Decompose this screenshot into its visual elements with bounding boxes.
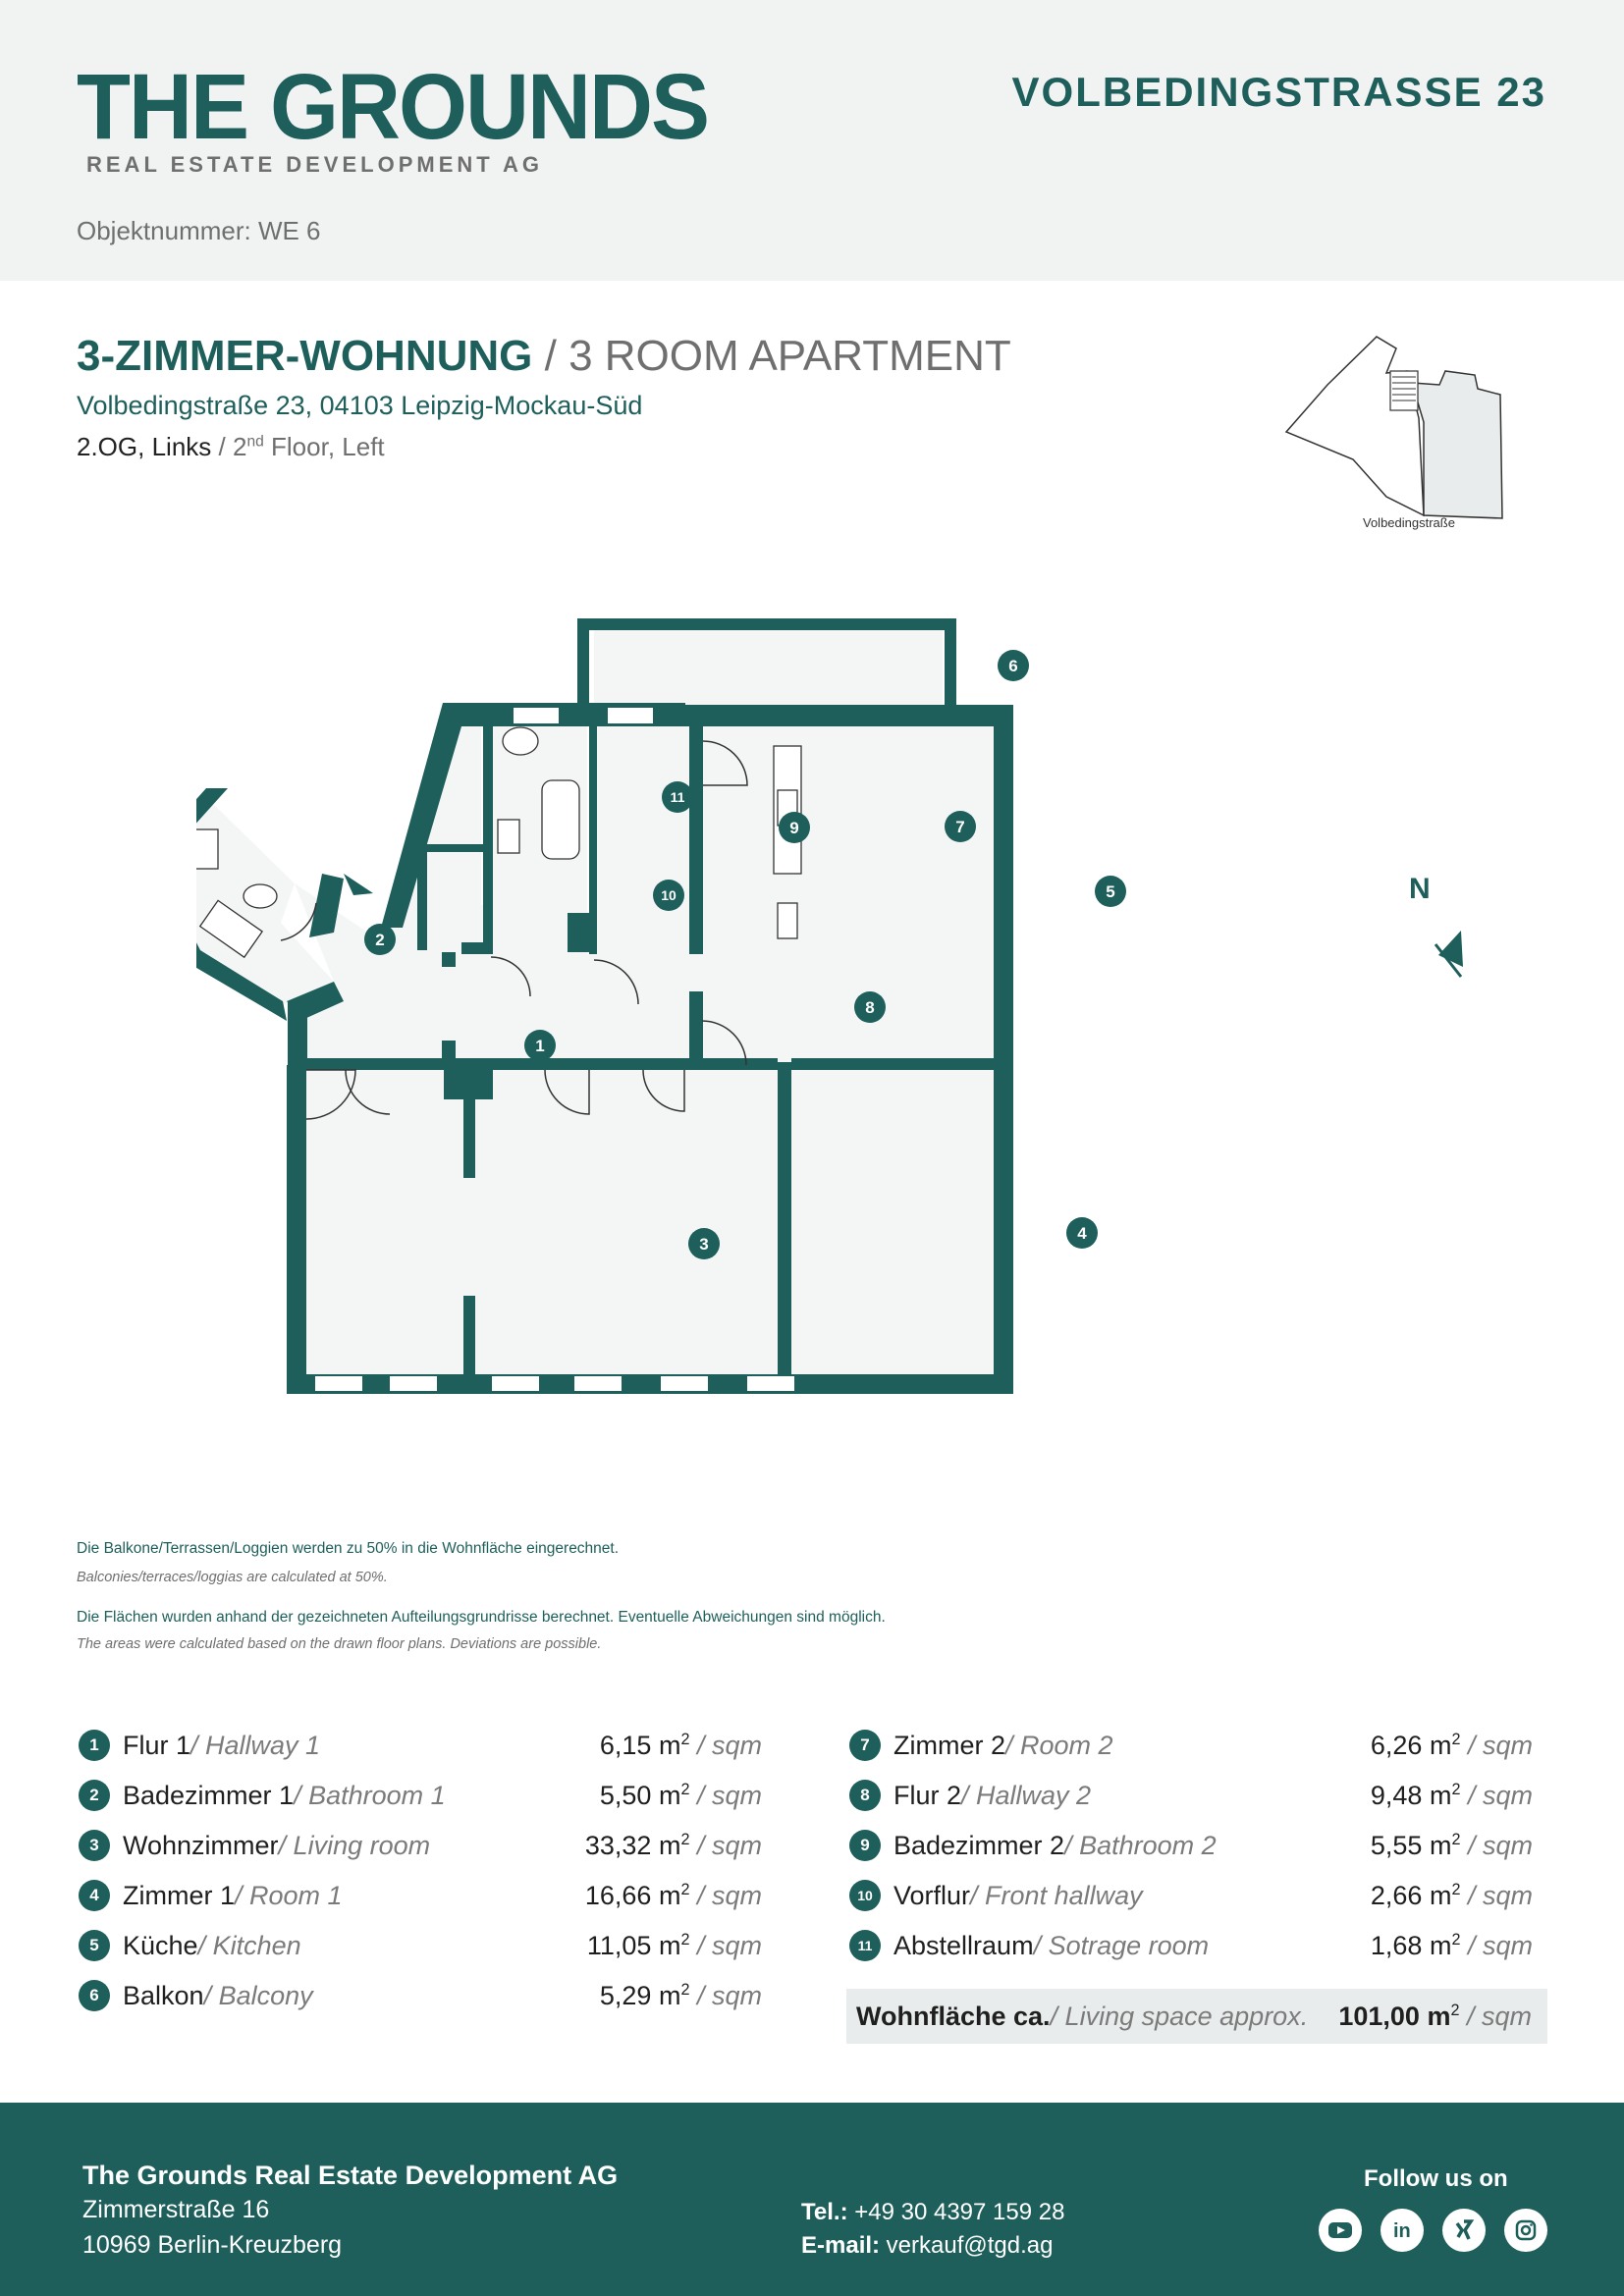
room-row	[79, 1876, 762, 1915]
footer-company: The Grounds Real Estate Development AG	[82, 2161, 619, 2190]
toilet-bath2	[503, 727, 538, 755]
marker-6: 6	[1008, 657, 1018, 675]
room-name-en: / Bathroom 2	[1064, 1830, 1217, 1860]
marker-5: 5	[1106, 882, 1115, 901]
street-title: VOLBEDINGSTRASSE 23	[1011, 69, 1546, 115]
room-kitchen-area	[699, 709, 1001, 1074]
instagram-icon[interactable]	[1504, 2209, 1547, 2252]
apartment-address: Volbedingstraße 23, 04103 Leipzig-Mockau-Süd	[77, 391, 643, 420]
room-name-de: Vorflur	[893, 1880, 971, 1910]
room-number-badge: 4	[79, 1880, 110, 1911]
room-name-en: / Room 1	[235, 1880, 343, 1910]
living-space-total: Wohnfläche ca. / Living space approx. 101,00 $m^2$ / sqm	[846, 1989, 1547, 2044]
room-name-en: / Bathroom 1	[294, 1780, 446, 1810]
room-name-de: Balkon	[123, 1980, 204, 2010]
toilet-bath1	[244, 884, 277, 908]
total-label-de: Wohnfläche ca.	[856, 2001, 1051, 2031]
room-name-en: / Hallway 1	[190, 1730, 321, 1760]
room-row	[849, 1876, 1533, 1915]
site-plan-street-label: Volbedingstraße	[1363, 515, 1455, 530]
marker-1: 1	[535, 1037, 545, 1055]
room-name-de: Abstellraum	[893, 1930, 1034, 1960]
sink-bath2	[498, 820, 519, 853]
room-name-en: / Living room	[278, 1830, 431, 1860]
follow-us-label: Follow us on	[1364, 2165, 1508, 2192]
room-number-badge: 11	[849, 1930, 881, 1961]
marker-10: 10	[661, 887, 677, 903]
room-name-de: Zimmer 1	[123, 1880, 235, 1910]
shower	[196, 829, 218, 869]
note-areas-de: Die Flächen wurden anhand der gezeichneten Aufteilungsgrundrisse berechnet. Eventuelle Abweichungen sind möglich.	[77, 1609, 886, 1626]
apartment-title	[77, 332, 1011, 380]
room-row	[79, 1976, 762, 2015]
room-name-de: Küche	[123, 1930, 198, 1960]
footer-phone: Tel.: +49 30 4397 159 28	[801, 2199, 1065, 2225]
linkedin-icon[interactable]	[1380, 2209, 1424, 2252]
marker-8: 8	[865, 998, 875, 1017]
room-name-en: / Sotrage room	[1033, 1930, 1210, 1960]
room-area: 9,48 $m^2$ / sqm	[1370, 1780, 1533, 1810]
room-name-en: / Room 2	[1005, 1730, 1113, 1760]
note-areas-en: The areas were calculated based on the drawn floor plans. Deviations are possible.	[77, 1636, 602, 1652]
footer-email[interactable]: E-mail: verkauf@tgd.ag	[801, 2232, 1054, 2259]
room-number-badge: 7	[849, 1730, 881, 1761]
room-row	[849, 1726, 1533, 1765]
room-name-en: / Kitchen	[197, 1930, 301, 1960]
room-row	[79, 1926, 762, 1965]
total-area: 101,00	[1338, 2001, 1420, 2031]
room-area: 6,26 $m^2$ / sqm	[1370, 1730, 1533, 1760]
floor-plan	[196, 609, 1463, 1414]
room-area: 16,66 $m^2$ / sqm	[584, 1880, 762, 1910]
north-label: N	[1409, 873, 1431, 905]
marker-3: 3	[699, 1235, 709, 1254]
floor-en-suffix: Floor, Left	[263, 432, 385, 461]
room-name-de: Flur 2	[893, 1780, 962, 1810]
room-name-de: Flur 1	[123, 1730, 191, 1760]
site-plan-thumbnail	[1276, 324, 1522, 530]
room-room2-area	[597, 719, 693, 954]
room-name-en: / Front hallway	[970, 1880, 1143, 1910]
room-number-badge: 2	[79, 1780, 110, 1811]
room-row	[849, 1826, 1533, 1865]
marker-9: 9	[789, 819, 799, 837]
room-area: 11,05 $m^2$ / sqm	[586, 1930, 762, 1960]
svg-text:in: in	[1393, 2220, 1411, 2242]
marker-11: 11	[670, 789, 685, 805]
room-name-en: / Balcony	[203, 1980, 313, 2010]
total-label-en: / Living space approx.	[1050, 2001, 1309, 2031]
brand-subtitle: REAL ESTATE DEVELOPMENT AG	[86, 152, 543, 177]
north-arrow	[1409, 873, 1463, 977]
room-area: 5,50 $m^2$ / sqm	[599, 1780, 762, 1810]
apartment-floor	[77, 432, 385, 462]
room-room1-area	[788, 1068, 1002, 1387]
room-name-de: Wohnzimmer	[123, 1830, 279, 1860]
xing-icon[interactable]	[1442, 2209, 1486, 2252]
room-area: 2,66 $m^2$ / sqm	[1370, 1880, 1533, 1910]
room-area: 33,32 $m^2$ / sqm	[584, 1830, 762, 1860]
room-area: 5,29 $m^2$ / sqm	[599, 1980, 762, 2010]
youtube-icon[interactable]	[1319, 2209, 1362, 2252]
room-row	[849, 1776, 1533, 1815]
room-number-badge: 9	[849, 1830, 881, 1861]
kitchen-stove	[778, 903, 797, 938]
room-number-badge: 10	[849, 1880, 881, 1911]
note-balcony-de: Die Balkone/Terrassen/Loggien werden zu 50% in die Wohnfläche eingerechnet.	[77, 1540, 620, 1557]
object-number: Objektnummer: WE 6	[77, 216, 321, 245]
footer-street: Zimmerstraße 16	[82, 2196, 270, 2223]
room-living-area	[306, 1068, 778, 1387]
entrance-arrow-icon	[344, 874, 373, 895]
room-number-badge: 5	[79, 1930, 110, 1961]
room-number-badge: 8	[849, 1780, 881, 1811]
room-number-badge: 1	[79, 1730, 110, 1761]
floor-de: 2.OG, Links	[77, 432, 212, 461]
room-row	[79, 1726, 762, 1765]
marker-7: 7	[955, 818, 965, 836]
room-area: 5,55 $m^2$ / sqm	[1370, 1830, 1533, 1860]
floor-en-sup: nd	[246, 433, 264, 451]
room-area: 1,68 $m^2$ / sqm	[1370, 1930, 1533, 1960]
room-name-en: / Hallway 2	[961, 1780, 1092, 1810]
room-name-de: Badezimmer 2	[893, 1830, 1065, 1860]
room-number-badge: 3	[79, 1830, 110, 1861]
floor-en-prefix: / 2	[218, 432, 247, 461]
apartment-title-de: 3-ZIMMER-WOHNUNG	[77, 332, 533, 380]
room-name-de: Badezimmer 1	[123, 1780, 295, 1810]
brand-logo: THE GROUNDS	[77, 55, 709, 159]
apartment-title-en: / 3 ROOM APARTMENT	[544, 332, 1011, 380]
footer-city: 10969 Berlin-Kreuzberg	[82, 2231, 343, 2259]
room-area: 6,15 $m^2$ / sqm	[599, 1730, 762, 1760]
bathtub	[542, 780, 579, 859]
room-row	[79, 1826, 762, 1865]
room-number-badge: 6	[79, 1980, 110, 2011]
note-balcony-en: Balconies/terraces/loggias are calculated at 50%.	[77, 1570, 388, 1585]
room-name-de: Zimmer 2	[893, 1730, 1005, 1760]
marker-4: 4	[1077, 1224, 1087, 1243]
room-row	[79, 1776, 762, 1815]
marker-2: 2	[375, 931, 385, 949]
room-row	[849, 1926, 1533, 1965]
